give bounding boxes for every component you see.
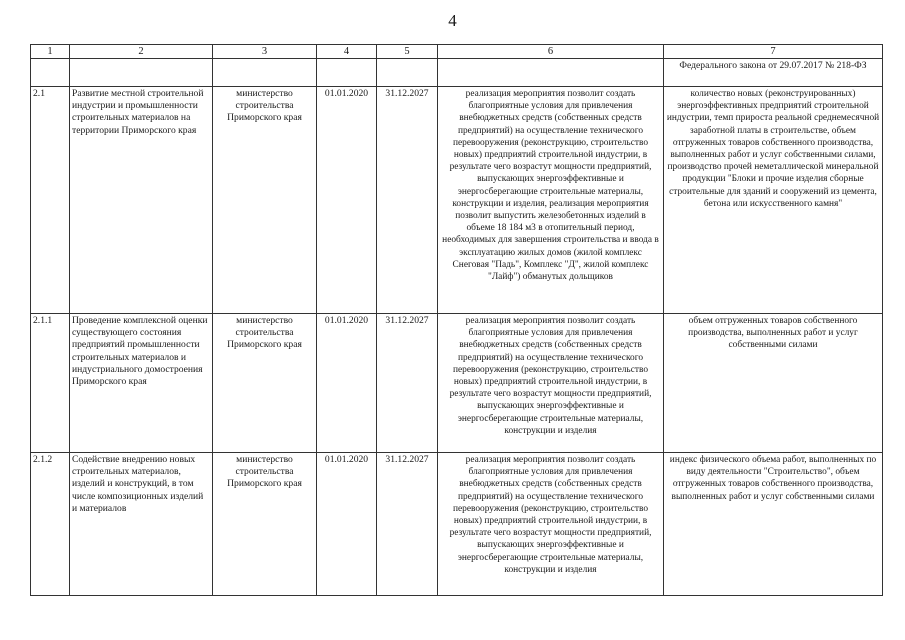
expected-result: реализация мероприятия позволит создать благоприятные условия для привлечения внебюджетных средств (собственных средств предприятий) на осуществление технического перевооружения (реконструкцию, строительство новых) предприятий строительной индустрии, в результате чего возрастут мощности предприятий, выпускающих энергоэффективные и энергосберегающие строительные материалы, конструкции и изделия, реализация мероприятия позволит выпустить железобетонных изделий в объеме 18 184 м3 в отопительный период, необходимых для завершения строительства и ввода в эксплуатацию жилых домов (жилой комплекс Снеговая "Падь", Комплекс "Д", жилой комплекс "Лайф") обманутых дольщиков [438, 87, 664, 314]
row-number: 2.1 [31, 87, 70, 314]
expected-result: реализация мероприятия позволит создать благоприятные условия для привлечения внебюджетных средств (собственных средств предприятий) на осуществление технического перевооружения (реконструкцию, строительство новых) предприятий строительной индустрии, в результате чего возрастут мощности предприятий, выпускающих энергоэффективные и энергосберегающие строительные материалы, конструкции и изделия [438, 314, 664, 453]
header-col-3: 3 [213, 45, 317, 59]
end-date: 31.12.2027 [377, 87, 438, 314]
table-row [31, 87, 883, 314]
continuation-law-reference: Федерального закона от 29.07.2017 № 218-ФЗ [664, 59, 883, 87]
start-date: 01.01.2020 [317, 314, 377, 453]
executor: министерство строительства Приморского края [213, 453, 317, 596]
executor: министерство строительства Приморского края [213, 314, 317, 453]
empty-cell [31, 59, 70, 87]
header-col-5: 5 [377, 45, 438, 59]
measure-name: Развитие местной строительной индустрии и промышленности строительных материалов на территории Приморского края [70, 87, 213, 314]
start-date: 01.01.2020 [317, 87, 377, 314]
continuation-row [31, 59, 883, 87]
end-date: 31.12.2027 [377, 314, 438, 453]
table-row [31, 453, 883, 596]
page-number: 4 [448, 11, 457, 30]
header-col-6: 6 [438, 45, 664, 59]
expected-result: реализация мероприятия позволит создать благоприятные условия для привлечения внебюджетных средств (собственных средств предприятий) на осуществление технического перевооружения (реконструкцию, строительство новых) предприятий строительной индустрии, в результате чего возрастут мощности предприятий, выпускающих энергоэффективные и энергосберегающие строительные материалы, конструкции и изделия [438, 453, 664, 596]
empty-cell [377, 59, 438, 87]
header-col-7: 7 [664, 45, 883, 59]
row-number: 2.1.2 [31, 453, 70, 596]
header-row [31, 45, 883, 59]
start-date: 01.01.2020 [317, 453, 377, 596]
empty-cell [70, 59, 213, 87]
indicators: объем отгруженных товаров собственного производства, выполненных работ и услуг собственными силами [664, 314, 883, 453]
indicators: количество новых (реконструированных) энергоэффективных предприятий строительной индустрии, темп прироста реальной среднемесячной заработной платы в строительстве, объем отгруженных товаров собственного производства, выполненных работ и услуг собственными силами, производство прочей неметаллической минеральной продукции "Блоки и прочие изделия сборные строительные для зданий и сооружений из цемента, бетона или искусственного камня" [664, 87, 883, 314]
measure-name: Содействие внедрению новых строительных материалов, изделий и конструкций, в том числе композиционных изделий и материалов [70, 453, 213, 596]
header-col-4: 4 [317, 45, 377, 59]
row-number: 2.1.1 [31, 314, 70, 453]
measures-table [30, 44, 883, 596]
header-col-1: 1 [31, 45, 70, 59]
header-col-2: 2 [70, 45, 213, 59]
end-date: 31.12.2027 [377, 453, 438, 596]
empty-cell [213, 59, 317, 87]
empty-cell [317, 59, 377, 87]
executor: министерство строительства Приморского края [213, 87, 317, 314]
indicators: индекс физического объема работ, выполненных по виду деятельности "Строительство", объем отгруженных товаров собственного производства, выполненных работ и услуг собственными силами [664, 453, 883, 596]
empty-cell [438, 59, 664, 87]
measure-name: Проведение комплексной оценки существующего состояния предприятий промышленности строительных материалов и индустриального домостроения Приморского края [70, 314, 213, 453]
table-row [31, 314, 883, 453]
